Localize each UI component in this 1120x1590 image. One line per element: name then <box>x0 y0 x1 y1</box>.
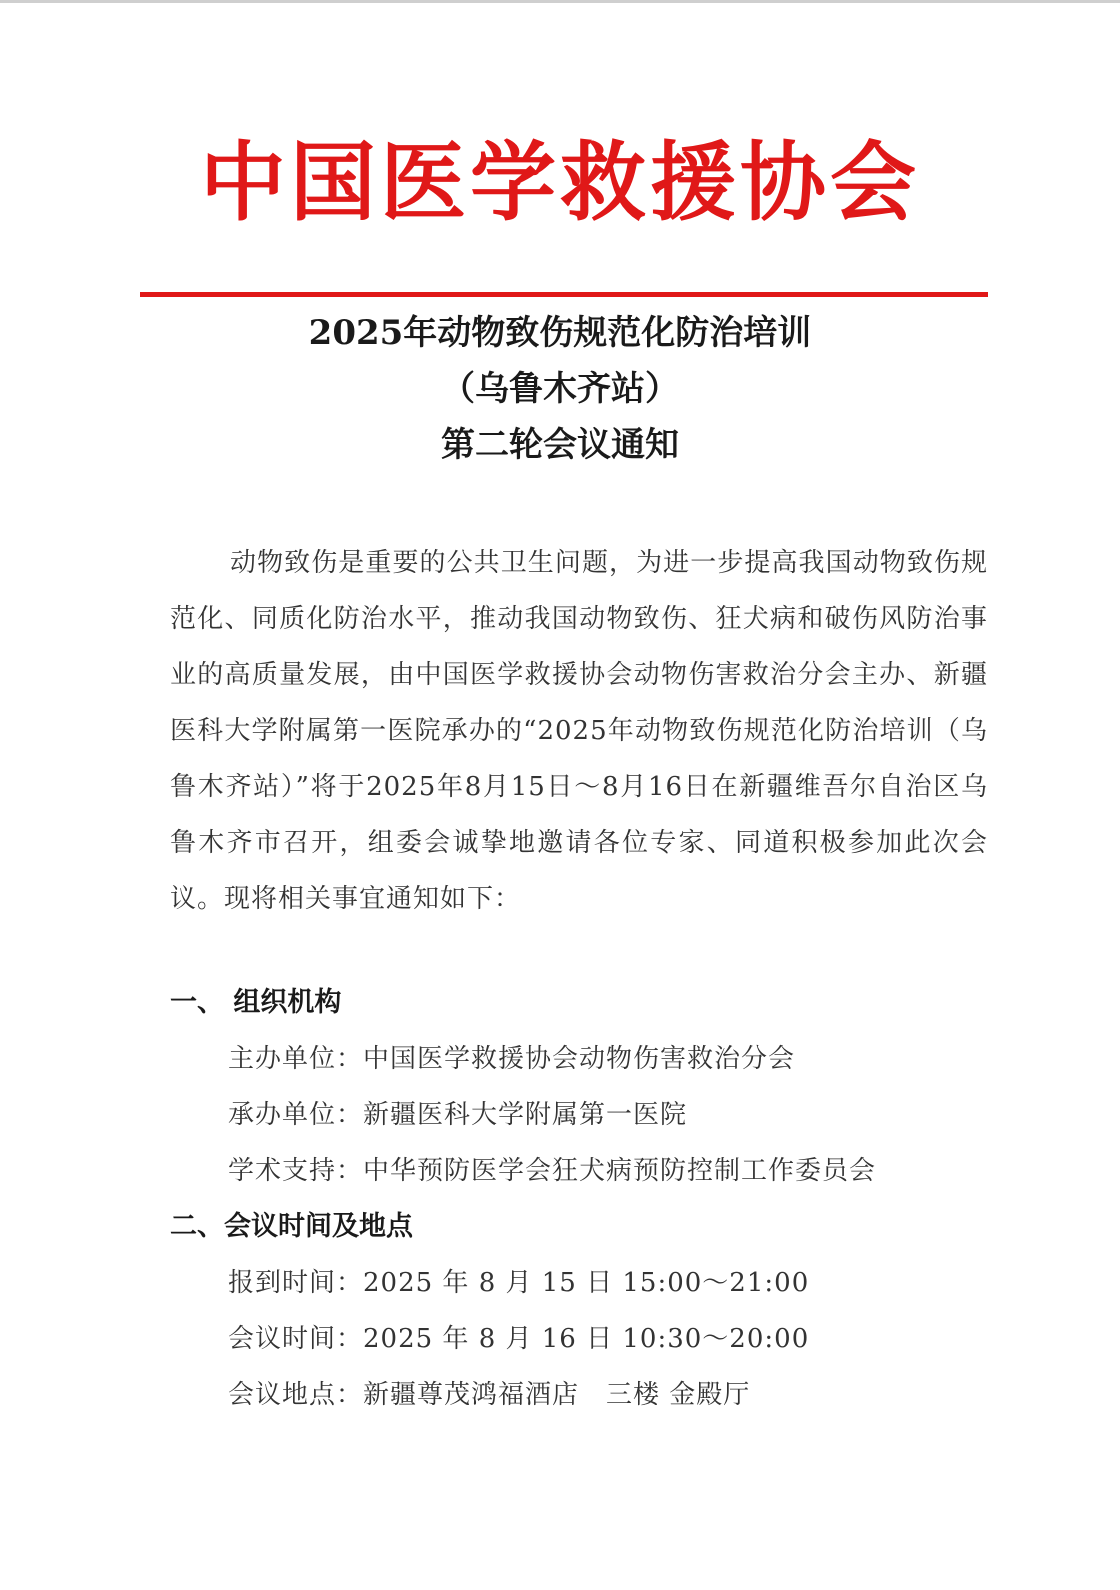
section-heading-organization: 一、 组织机构 <box>170 987 342 1018</box>
document-title <box>0 305 1120 473</box>
intro-paragraph: 动物致伤是重要的公共卫生问题，为进一步提高我国动物致伤规范化、同质化防治水平，推动我国动物致伤、狂犬病和破伤风防治事业的高质量发展，由中国医学救援协会动物伤害救治分会主办、新疆医科大学附属第一医院承办的“2025年动物致伤规范化防治培训（乌鲁木齐站）”将于2025年8月15日～8月16日在新疆维吾尔自治区乌鲁木齐市召开，组委会诚挚地邀请各位专家、同道积极参加此次会议。现将相关事宜通知如下： <box>170 548 988 914</box>
host-unit: 主办单位：中国医学救援协会动物伤害救治分会 <box>228 1044 796 1074</box>
academic-support: 学术支持：中华预防医学会狂犬病预防控制工作委员会 <box>228 1156 877 1186</box>
title-line-2: （乌鲁木齐站） <box>441 369 679 409</box>
checkin-time: 报到时间：2025 年 8 月 15 日 15:00～21:00 <box>228 1268 810 1298</box>
title-line-1: 2025年动物致伤规范化防治培训 <box>308 313 812 353</box>
organizer-unit: 承办单位：新疆医科大学附属第一医院 <box>228 1100 688 1130</box>
section-heading-time-place: 二、会议时间及地点 <box>170 1211 413 1242</box>
meeting-time: 会议时间：2025 年 8 月 16 日 10:30～20:00 <box>228 1324 810 1354</box>
meeting-venue: 会议地点：新疆尊茂鸿福酒店 三楼 金殿厅 <box>228 1380 751 1410</box>
organization-header: 中国医学救援协会 <box>200 132 920 233</box>
scan-edge <box>0 0 1120 3</box>
title-line-3: 第二轮会议通知 <box>441 425 679 465</box>
red-divider <box>140 292 988 297</box>
